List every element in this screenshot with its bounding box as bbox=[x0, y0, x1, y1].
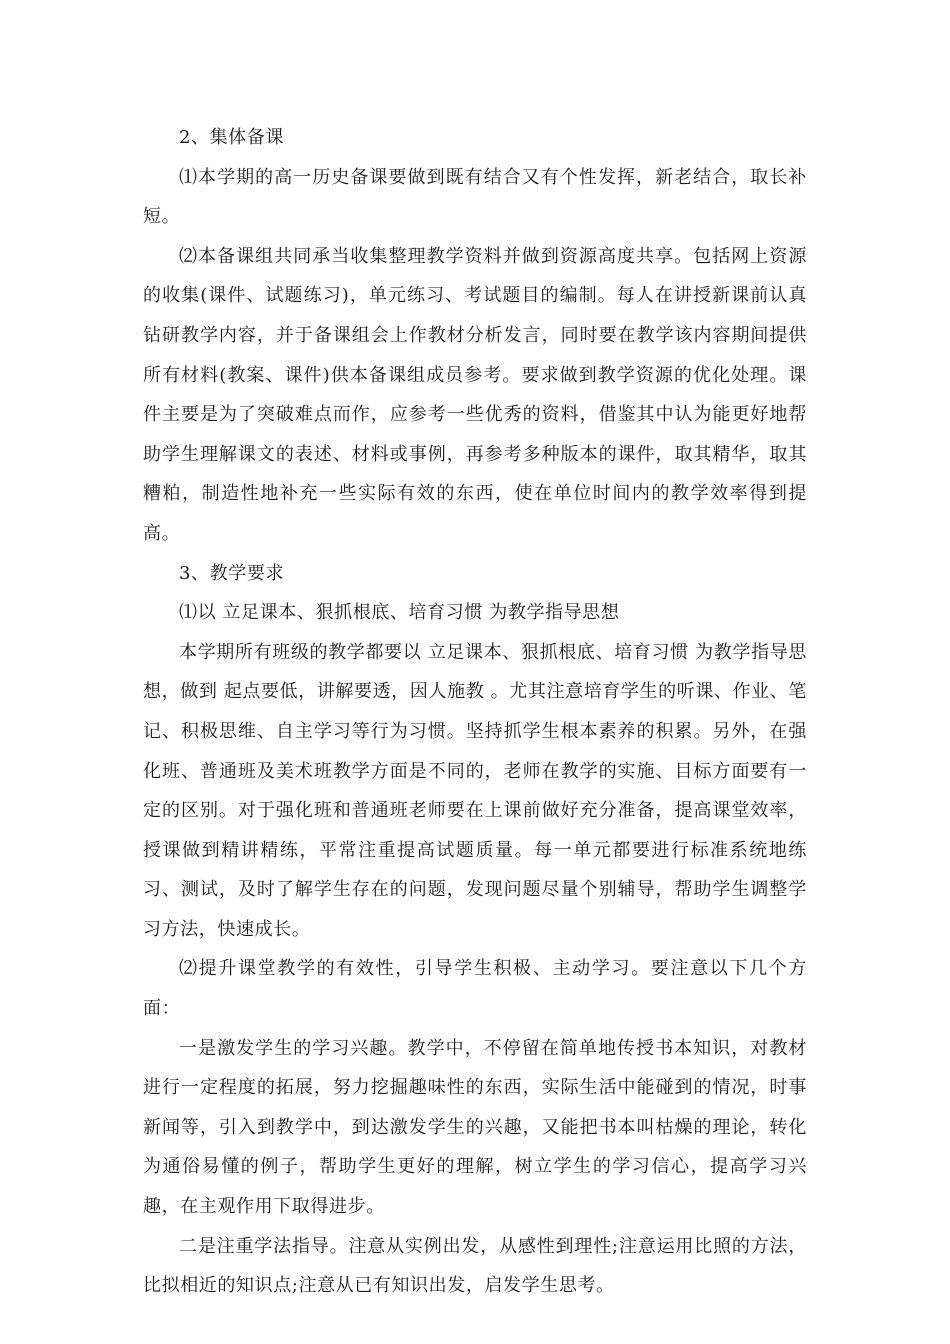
paragraph-3-1: 本学期所有班级的教学都要以 立足课本、狠抓根底、培育习惯 为教学指导思想，做到 起点要低，讲解要透，因人施教 。尤其注意培育学生的听课、作业、笔记、积极思维、自主学习等行为习惯。坚持抓学生根本素养的积累。另外，在强化班、普通班及美术班教学方面是不同的，老师在教学的实施、目标方面要有一定的区别。对于强化班和普通班老师要在上课前做好充分准备，提高课堂效率，授课做到精讲精练，平常注重提高试题质量。每一单元都要进行标准系统地练习、测试，及时了解学生存在的问题，发现问题尽量个别辅导，帮助学生调整学习方法，快速成长。 bbox=[143, 641, 807, 940]
paragraph-3-2-b: 二是注重学法指导。注意从实例出发，从感性到理性;注意运用比照的方法，比拟相近的知识点;注意从已有知识出发，启发学生思考。 bbox=[143, 1235, 807, 1297]
paragraph-3-2-a: 一是激发学生的学习兴趣。教学中，不停留在简单地传授书本知识，对教材进行一定程度的拓展，努力挖掘趣味性的东西，实际生活中能碰到的情况，时事新闻等，引入到教学中，到达激发学生的兴趣，又能把书本叫枯燥的理论，转化为通俗易懂的例子，帮助学生更好的理解，树立学生的学习信心，提高学习兴趣，在主观作用下取得进步。 bbox=[143, 1037, 807, 1218]
paragraph-2-1: ⑴本学期的高一历史备课要做到既有结合又有个性发挥，新老结合，取长补短。 bbox=[143, 166, 807, 228]
paragraph-3-2: ⑵提升课堂教学的有效性，引导学生积极、主动学习。要注意以下几个方面： bbox=[143, 958, 807, 1020]
document-body bbox=[143, 118, 807, 1306]
section-heading-3: 3、教学要求 bbox=[179, 562, 285, 584]
section-heading-2: 2、集体备课 bbox=[179, 127, 285, 148]
subheading-3-1: ⑴以 立足课本、狠抓根底、培育习惯 为教学指导思想 bbox=[179, 602, 620, 624]
paragraph-2-2: ⑵本备课组共同承当收集整理教学资料并做到资源高度共享。包括网上资源的收集(课件、试题练习)，单元练习、考试题目的编制。每人在讲授新课前认真钻研教学内容，并于备课组会上作教材分析发言，同时要在教学该内容期间提供所有材料(教案、课件)供本备课组成员参考。要求做到教学资源的优化处理。课件主要是为了突破难点而作，应参考一些优秀的资料，借鉴其中认为能更好地帮助学生理解课文的表述、材料或事例，再参考多种版本的课件，取其精华，取其糟粕，制造性地补充一些实际有效的东西，使在单位时间内的教学效率得到提高。 bbox=[143, 245, 807, 544]
